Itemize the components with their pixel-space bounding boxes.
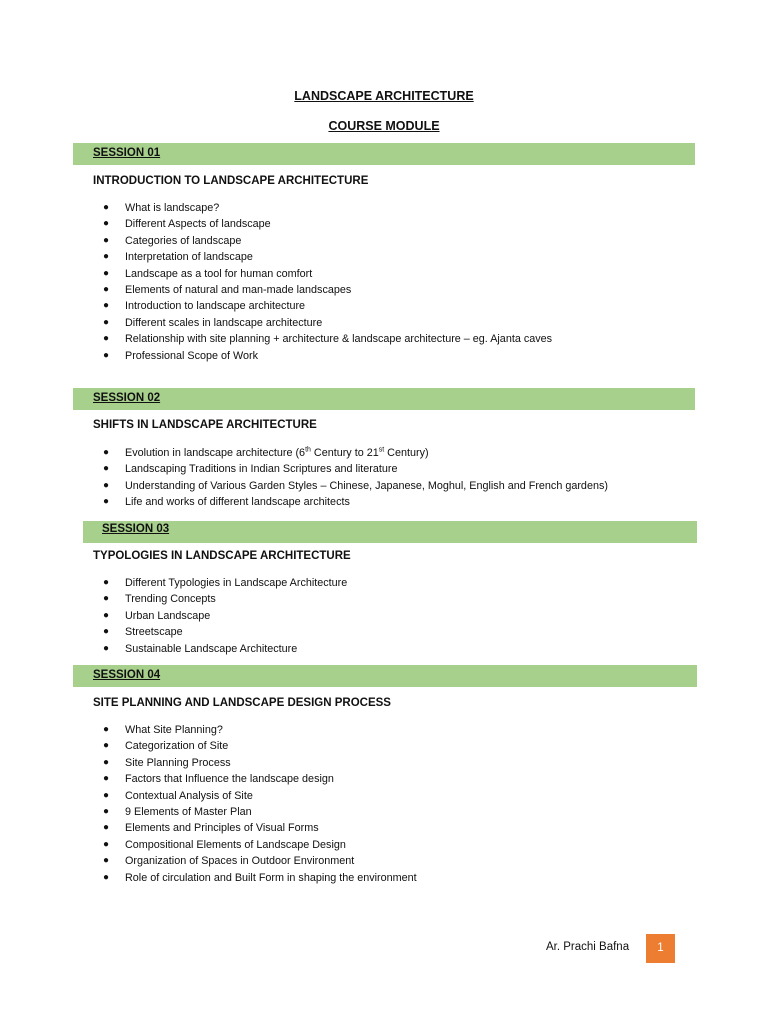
bullet-icon: ● bbox=[103, 333, 110, 345]
list-item bbox=[93, 233, 552, 249]
list-item-text: Introduction to landscape architecture bbox=[125, 300, 306, 313]
list-item bbox=[93, 788, 417, 804]
session-bar bbox=[73, 388, 695, 410]
bullet-icon: ● bbox=[103, 447, 110, 458]
list-item-text: Landscaping Traditions in Indian Scriptures and literature bbox=[125, 463, 398, 476]
list-item-text: Understanding of Various Garden Styles – Chinese, Japanese, Moghul, English and French gardens) bbox=[125, 479, 608, 492]
list-item bbox=[93, 266, 552, 282]
bullet-icon: ● bbox=[103, 479, 110, 491]
list-item bbox=[93, 478, 608, 494]
list-item bbox=[93, 575, 347, 591]
list-item-text: Landscape as a tool for human comfort bbox=[125, 267, 313, 280]
list-item bbox=[93, 445, 608, 461]
list-item-text: Professional Scope of Work bbox=[125, 349, 259, 362]
bullet-icon: ● bbox=[103, 871, 110, 883]
session-label: SESSION 03 bbox=[102, 523, 170, 535]
bullet-icon: ● bbox=[103, 740, 110, 752]
list-item-text: What Site Planning? bbox=[125, 724, 223, 736]
list-item-text: Trending Concepts bbox=[125, 593, 216, 606]
list-item bbox=[93, 249, 552, 265]
session-bar bbox=[73, 665, 697, 687]
list-item-text: Different scales in landscape architecture bbox=[125, 316, 323, 329]
bullet-icon: ● bbox=[103, 234, 110, 246]
list-item-text: Interpretation of landscape bbox=[125, 251, 253, 264]
list-item bbox=[93, 804, 417, 820]
list-item bbox=[93, 755, 417, 771]
session-item-list bbox=[93, 722, 417, 886]
list-item bbox=[93, 216, 552, 232]
list-item bbox=[93, 591, 347, 607]
bullet-icon: ● bbox=[103, 789, 110, 801]
bullet-icon: ● bbox=[103, 855, 110, 867]
footer-author: Ar. Prachi Bafna bbox=[546, 941, 630, 953]
session-item-list bbox=[93, 200, 552, 364]
bullet-icon: ● bbox=[103, 202, 110, 213]
list-item bbox=[93, 641, 347, 657]
page-number-badge: 1 bbox=[646, 934, 675, 963]
list-item bbox=[93, 738, 417, 754]
session-label: SESSION 02 bbox=[93, 392, 161, 404]
bullet-icon: ● bbox=[103, 773, 110, 785]
bullet-icon: ● bbox=[103, 724, 110, 735]
session-bar bbox=[83, 521, 697, 543]
bullet-icon: ● bbox=[103, 316, 110, 328]
list-item-text: Elements of natural and man-made landscapes bbox=[125, 283, 352, 296]
session-label: SESSION 01 bbox=[93, 147, 161, 159]
session-bar bbox=[73, 143, 695, 165]
list-item bbox=[93, 624, 347, 640]
list-item-text: Evolution in landscape architecture (6th Century to 21st Century) bbox=[125, 446, 429, 459]
list-item-text: Compositional Elements of Landscape Design bbox=[125, 838, 346, 851]
bullet-icon: ● bbox=[103, 267, 110, 279]
list-item-text: Role of circulation and Built Form in shaping the environment bbox=[125, 871, 417, 884]
session-heading: SITE PLANNING AND LANDSCAPE DESIGN PROCESS bbox=[93, 697, 391, 709]
session-heading: INTRODUCTION TO LANDSCAPE ARCHITECTURE bbox=[93, 175, 369, 187]
list-item bbox=[93, 298, 552, 314]
list-item bbox=[93, 315, 552, 331]
list-item bbox=[93, 608, 347, 624]
list-item bbox=[93, 820, 417, 836]
session-label: SESSION 04 bbox=[93, 669, 161, 681]
list-item-text: Contextual Analysis of Site bbox=[125, 789, 253, 802]
list-item-text: Organization of Spaces in Outdoor Environment bbox=[125, 855, 355, 868]
list-item-text: Site Planning Process bbox=[125, 756, 231, 769]
list-item-text: Different Aspects of landscape bbox=[125, 218, 271, 231]
list-item-text: Sustainable Landscape Architecture bbox=[125, 642, 298, 655]
list-item bbox=[93, 771, 417, 787]
session-item-list bbox=[93, 445, 608, 511]
list-item-text: Categorization of Site bbox=[125, 740, 229, 753]
bullet-icon: ● bbox=[103, 756, 110, 768]
list-item-text: Factors that Influence the landscape design bbox=[125, 773, 334, 786]
list-item bbox=[93, 461, 608, 477]
list-item bbox=[93, 331, 552, 347]
list-item bbox=[93, 722, 417, 738]
bullet-icon: ● bbox=[103, 463, 110, 475]
bullet-icon: ● bbox=[103, 822, 110, 834]
bullet-icon: ● bbox=[103, 349, 110, 361]
bullet-icon: ● bbox=[103, 805, 110, 817]
list-item bbox=[93, 870, 417, 886]
list-item-text: Urban Landscape bbox=[125, 609, 211, 622]
list-item-text: Life and works of different landscape architects bbox=[125, 496, 350, 509]
session-item-list bbox=[93, 575, 347, 657]
list-item-text: Streetscape bbox=[125, 626, 183, 639]
list-item-text: Different Typologies in Landscape Architecture bbox=[125, 577, 348, 589]
bullet-icon: ● bbox=[103, 626, 110, 638]
bullet-icon: ● bbox=[103, 218, 110, 230]
bullet-icon: ● bbox=[103, 251, 110, 263]
list-item-text: Relationship with site planning + architecture & landscape architecture – eg. Ajanta caves bbox=[125, 333, 553, 346]
bullet-icon: ● bbox=[103, 300, 110, 312]
list-item bbox=[93, 853, 417, 869]
list-item bbox=[93, 494, 608, 510]
list-item bbox=[93, 282, 552, 298]
bullet-icon: ● bbox=[103, 593, 110, 605]
session-heading: TYPOLOGIES IN LANDSCAPE ARCHITECTURE bbox=[93, 550, 351, 562]
session-heading: SHIFTS IN LANDSCAPE ARCHITECTURE bbox=[93, 419, 317, 431]
list-item bbox=[93, 348, 552, 364]
bullet-icon: ● bbox=[103, 496, 110, 508]
list-item-text: Elements and Principles of Visual Forms bbox=[125, 822, 319, 835]
bullet-icon: ● bbox=[103, 283, 110, 295]
bullet-icon: ● bbox=[103, 577, 110, 588]
bullet-icon: ● bbox=[103, 609, 110, 621]
bullet-icon: ● bbox=[103, 838, 110, 850]
list-item bbox=[93, 200, 552, 216]
list-item-text: What is landscape? bbox=[125, 202, 220, 214]
page-subtitle: COURSE MODULE bbox=[328, 119, 440, 133]
page-title: LANDSCAPE ARCHITECTURE bbox=[294, 89, 474, 103]
list-item-text: 9 Elements of Master Plan bbox=[125, 805, 252, 818]
list-item bbox=[93, 837, 417, 853]
list-item-text: Categories of landscape bbox=[125, 234, 242, 247]
bullet-icon: ● bbox=[103, 642, 110, 654]
